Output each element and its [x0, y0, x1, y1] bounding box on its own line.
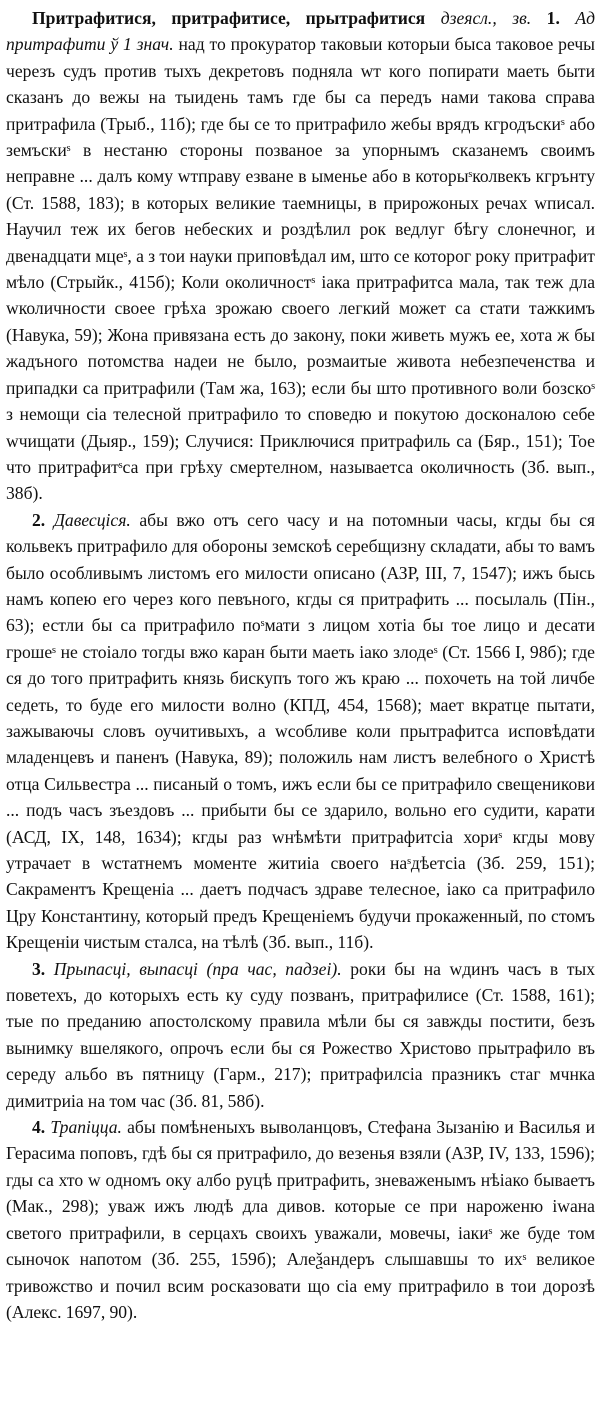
sense-text: над то прокуратор таковыи которыи быса таковое речы черезъ судъ против тыхъ декретовъ подняла wт кого попирати маеть быти сказанъ до вежы на тыидень тамъ где бы са передъ нами такова справа притрафила (Трыб., 11б); где бы се то притрафило жебы врядъ кгродъскиˢ або земъскиˢ в нестаню стороны позваное за упорнымъ сказанемъ своимъ неправне ... далъ кому wтправу езване в ыменье або в которыˢколвекъ кгрънту (Ст. 1588, 183); в которых великие таемницы, в прирожоных речах wписал. Научил теж их бегов небеских и роздѣлил рок ведлуг бѣгу слонечног, и двенадцати мцеˢ, а з тои науки приповѣдал им, што се которог року притрафит мѣло (Стрыйк., 415б); Коли околичностˢ iака притрафитса мала, так теж дла wколичности своее грѣха зрожаю своего легкий может са стати тажкимъ (Навука, 59); Жона привязана есть до закону, поки живеть мужъ ее, хота ж бы жадъного потомства надеи не было, розмаитые живота небезпеченства и припадки са притрафили (Там жа, 163); если бы што противного воли бозскоˢ з немощи сiа телесной притрафило то споведю и покутою досконалою себе wчищати (Дыяр., 159); Случися: Приключися притрафиль са (Бяр., 151); Тое что притрафитˢса при грѣху смертелном, называетса околичность (Зб. вып., 38б).: [6, 34, 596, 504]
entry-sense-1: [6, 5, 595, 507]
entry-headword: Притрафитися, притрафитисе, прытрафитися: [32, 8, 426, 28]
sense-text: роки бы на wдинъ часъ в тых поветехъ, до которыхъ есть ку суду позванъ, притрафилисе (Ст. 1588, 161); тые по преданию апостолскому правила мѣли бы ся завжды постити, безъ вынимку вшелякого, опрочъ если бы ся Рожество Христово прытрафило въ середу альбо въ пятницу (Гарм., 217); притрафилсiа празникъ стаг мчнка димитриiа на том час (Зб. 81, 58б).: [6, 958, 596, 1111]
sense-gloss: Ад притрафити ў 1 знач.: [6, 8, 595, 55]
sense-gloss: Прыпасці, выпасці (пра час, падзеі).: [53, 958, 342, 979]
sense-text: абы вжо отъ сего часу и на потомныи часы, кгды бы ся кольвекъ притрафило для обороны земскоѣ серебщизну складати, абы то вамъ было особливымъ листомъ его милости описано (АЗР, III, 7, 1547); ижъ бысь намъ копею его через кого певъного, кгды ся притрафить ... посылаль (Пін., 63); естли бы са притрафило поˢмати з лицом хотiа бы тое лицо и десати грошеˢ не стоiало тогды вжо каран быти маеть iако злодеˢ (Ст. 1566 I, 98б); где ся до того притрафить князь бискупъ того жъ краю ... похочеть на той личбе седеть, то буде его милости волно (КПД, 454, 1568); мает вкратце пытати, зажываючы словъ оучитивыхъ, а wсобливе коли прытрафитса исповѣдати младенцевъ и паненъ (Навука, 89); положиль нам листъ велебного о Христѣ отца Сильвестра ... писаный о томъ, ижъ если бы се притрафило свещеникови ... подъ часъ зъездовъ ... прибыти бы се здарило, вольно его судити, карати (АСД, IX, 148, 1634); кгды раз wнѣмѣти притрафитсiа хориˢ кгды мову утрачает в wстатнемъ моменте житиiа своего наˢдѣетсiа (Зб. 259, 151); Сакраментъ Крещенiа ... даетъ подчасъ здраве телесное, iако са притрафило Цру Константину, который предъ Крещенiемъ будучи прокаженный, по стомъ Крещенiи чистым сталса, на тѣлѣ (Зб. вып., 11б).: [6, 509, 595, 953]
sense-number: 2.: [32, 509, 46, 530]
sense-gloss: Трапіцца.: [50, 1117, 122, 1138]
sense-text: абы помѣненыхъ выволанцовъ, Стефана Зызанію и Василья и Герасима поповъ, гдѣ бы ся притрафило, до везенья взяли (АЗР, IV, 133, 1596); гды са хто w одномъ оку албо руцѣ притрафить, зневаженымъ нѣiако бываетъ (Мак., 298); уваж ижъ людѣ дла дивов. которые се при нароженю iwана светого притрафили, в серцахъ своихъ уважали, мовечы, iакиˢ же буде том сыночок напотом (Зб. 255, 159б); Алеѯандеръ слышавшы то ихˢ великое тривожство и почил всим росказовати що сiа ему притрафило в тои дорозѣ (Алекс. 1697, 90).: [6, 1117, 596, 1322]
dictionary-entry: [6, 5, 595, 1325]
entry-sense-3: [6, 956, 595, 1114]
grammar-label: дзеясл., зв.: [440, 8, 532, 28]
sense-number: 1.: [546, 8, 560, 28]
entry-sense-2: [6, 507, 595, 956]
sense-number: 3.: [32, 958, 46, 979]
sense-number: 4.: [32, 1117, 46, 1138]
sense-gloss: Давесціся.: [53, 509, 131, 530]
entry-sense-4: [6, 1114, 595, 1325]
